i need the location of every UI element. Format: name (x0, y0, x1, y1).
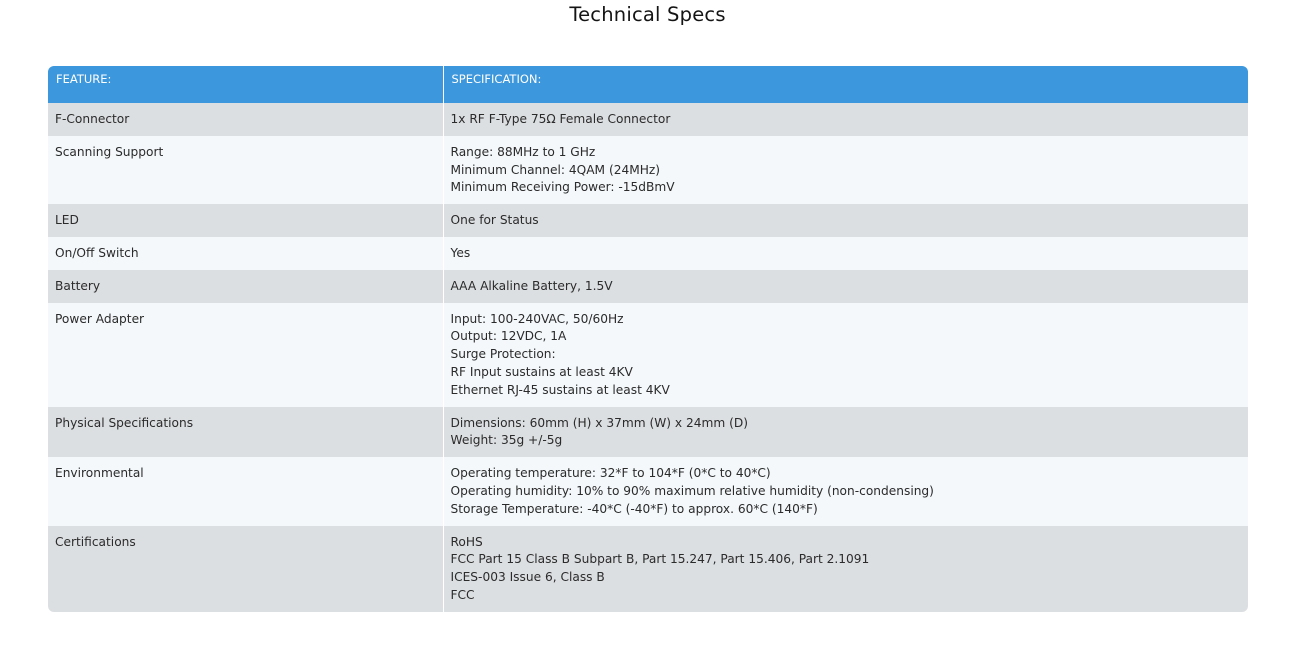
feature-cell: LED (48, 204, 443, 237)
specification-line: Yes (450, 245, 471, 260)
table-row (48, 526, 1248, 612)
table-row (48, 237, 1248, 270)
specification-line: Minimum Channel: 4QAM (24MHz) (450, 162, 661, 177)
specification-cell (443, 136, 1248, 204)
feature-cell: Scanning Support (48, 136, 443, 204)
specification-cell (443, 407, 1248, 458)
specification-cell (443, 457, 1248, 525)
table-row (48, 103, 1248, 136)
page-title: Technical Specs (569, 3, 726, 26)
feature-cell: On/Off Switch (48, 237, 443, 270)
table-header-row (48, 66, 1248, 103)
feature-cell: Battery (48, 270, 443, 303)
specification-line: Range: 88MHz to 1 GHz (450, 144, 596, 159)
specification-line: Output: 12VDC, 1A (450, 329, 567, 344)
technical-specs-table (48, 66, 1248, 612)
specification-cell (443, 270, 1248, 303)
feature-cell: Environmental (48, 457, 443, 525)
table-body (48, 103, 1248, 612)
specification-cell (443, 204, 1248, 237)
specification-line: Surge Protection: (450, 347, 556, 362)
feature-cell: Power Adapter (48, 303, 443, 407)
specification-line: Weight: 35g +/-5g (450, 433, 563, 448)
table-row (48, 303, 1248, 407)
table-row (48, 136, 1248, 204)
specification-line: AAA Alkaline Battery, 1.5V (450, 278, 613, 293)
specification-line: ICES-003 Issue 6, Class B (450, 570, 605, 585)
table-header (48, 66, 1248, 103)
table-row (48, 204, 1248, 237)
specification-line: FCC Part 15 Class B Subpart B, Part 15.247, Part 15.406, Part 2.1091 (450, 552, 870, 567)
table-row (48, 270, 1248, 303)
specification-cell (443, 303, 1248, 407)
table-row (48, 407, 1248, 458)
specification-line: Storage Temperature: -40*C (-40*F) to approx. 60*C (140*F) (450, 501, 818, 516)
specification-line: One for Status (450, 213, 539, 228)
specification-line: FCC (450, 587, 475, 602)
feature-cell: F-Connector (48, 103, 443, 136)
feature-cell: Certifications (48, 526, 443, 612)
specification-cell (443, 237, 1248, 270)
specification-line: Dimensions: 60mm (H) x 37mm (W) x 24mm (D) (450, 415, 749, 430)
feature-column-header: FEATURE: (48, 66, 443, 103)
specification-line: RF Input sustains at least 4KV (450, 364, 633, 379)
specification-line: 1x RF F-Type 75Ω Female Connector (450, 112, 671, 126)
specification-line: Input: 100-240VAC, 50/60Hz (450, 311, 624, 326)
specification-cell (443, 526, 1248, 612)
specification-line: Ethernet RJ-45 sustains at least 4KV (450, 382, 670, 397)
specification-line: Operating humidity: 10% to 90% maximum relative humidity (non-condensing) (450, 483, 934, 498)
table-row (48, 457, 1248, 525)
specification-line: RoHS (450, 534, 483, 549)
specification-column-header: SPECIFICATION: (443, 66, 1248, 103)
feature-cell: Physical Specifications (48, 407, 443, 458)
specification-line: Minimum Receiving Power: -15dBmV (450, 180, 675, 195)
specification-cell (443, 103, 1248, 136)
specification-line: Operating temperature: 32*F to 104*F (0*C to 40*C) (450, 466, 771, 481)
